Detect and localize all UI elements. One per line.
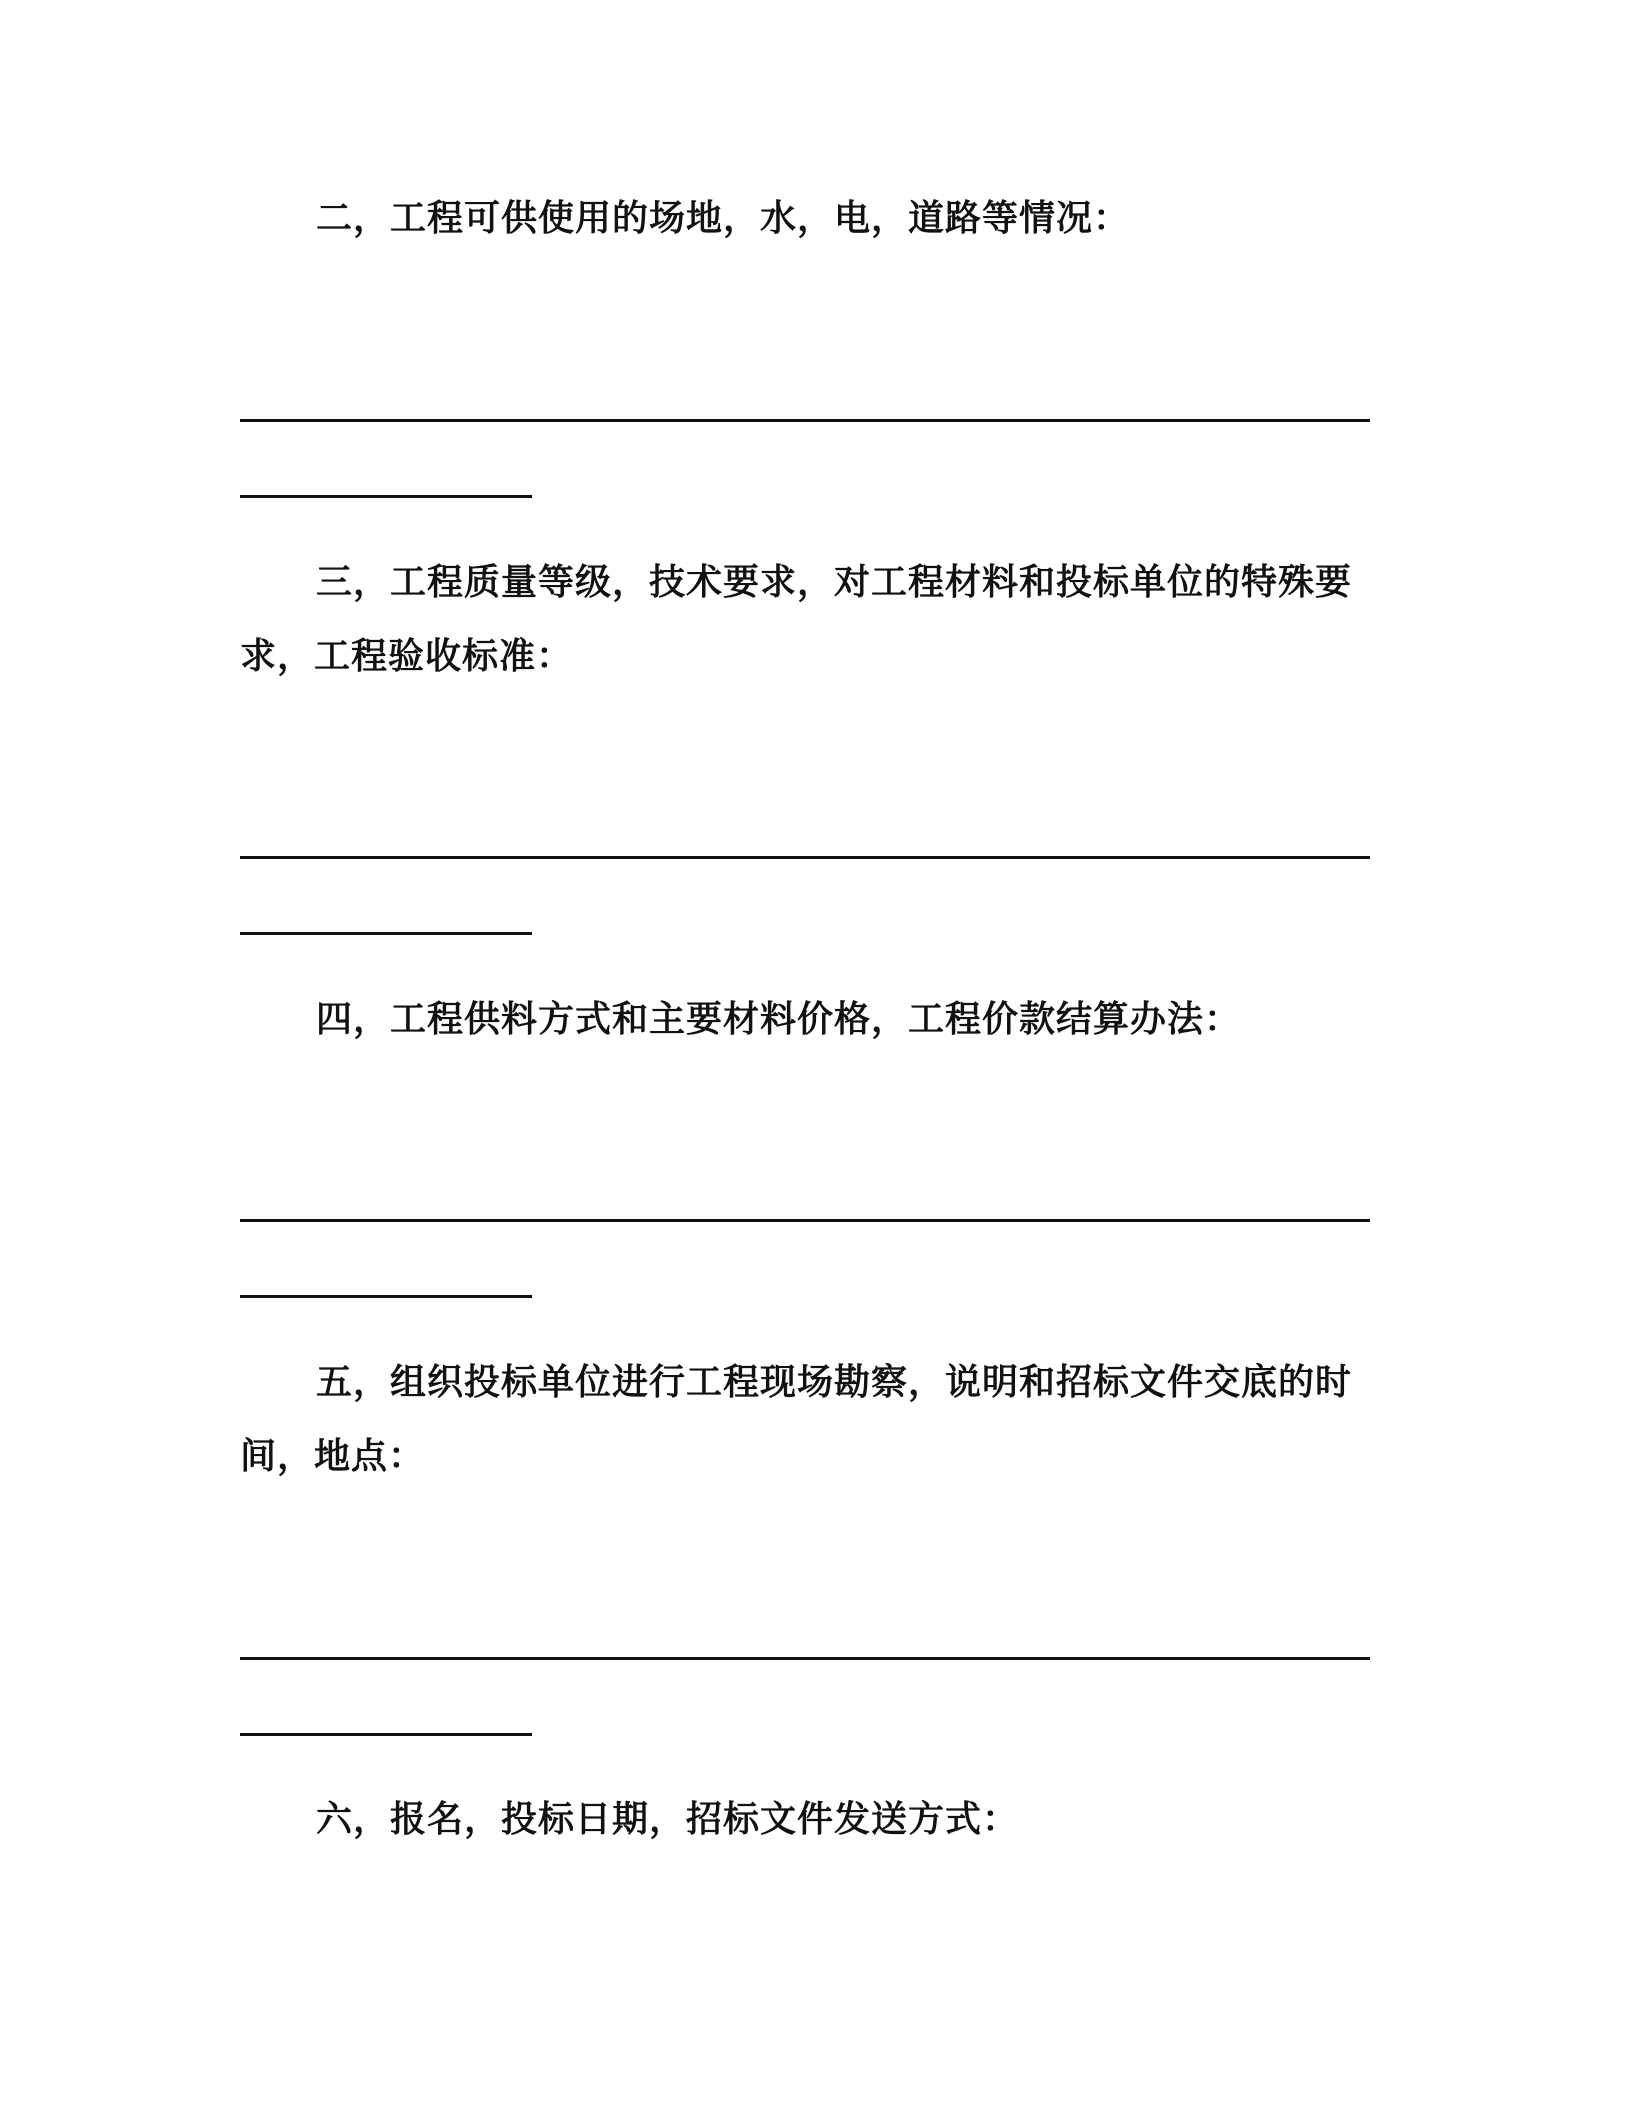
fill-in-line-full <box>240 856 1370 859</box>
section-3-line-2: 求，工程验收标准： <box>240 636 574 677</box>
section-2-line-1: 二，工程可供使用的场地，水，电，道路等情况： <box>316 198 1131 239</box>
fill-in-line-short <box>240 1733 532 1736</box>
section-4-heading <box>240 983 1370 1057</box>
fill-in-line-full <box>240 1657 1370 1660</box>
section-2-heading <box>240 182 1370 256</box>
section-5-heading <box>240 1346 1370 1494</box>
fill-in-line-full <box>240 1219 1370 1222</box>
fill-in-line-short <box>240 1295 532 1298</box>
section-6-line-1: 六，报名，投标日期，招标文件发送方式： <box>316 1799 1020 1840</box>
section-3-heading <box>240 546 1370 694</box>
fill-in-line-short <box>240 932 532 935</box>
section-4-line-1: 四，工程供料方式和主要材料价格，工程价款结算办法： <box>316 999 1242 1040</box>
fill-in-line-full <box>240 419 1370 422</box>
section-5-line-2: 间，地点： <box>240 1436 426 1477</box>
section-3-line-1: 三，工程质量等级，技术要求，对工程材料和投标单位的特殊要 <box>316 562 1353 603</box>
section-5-line-1: 五，组织投标单位进行工程现场勘察，说明和招标文件交底的时 <box>316 1362 1353 1403</box>
fill-in-line-short <box>240 495 532 498</box>
section-6-heading <box>240 1783 1370 1857</box>
